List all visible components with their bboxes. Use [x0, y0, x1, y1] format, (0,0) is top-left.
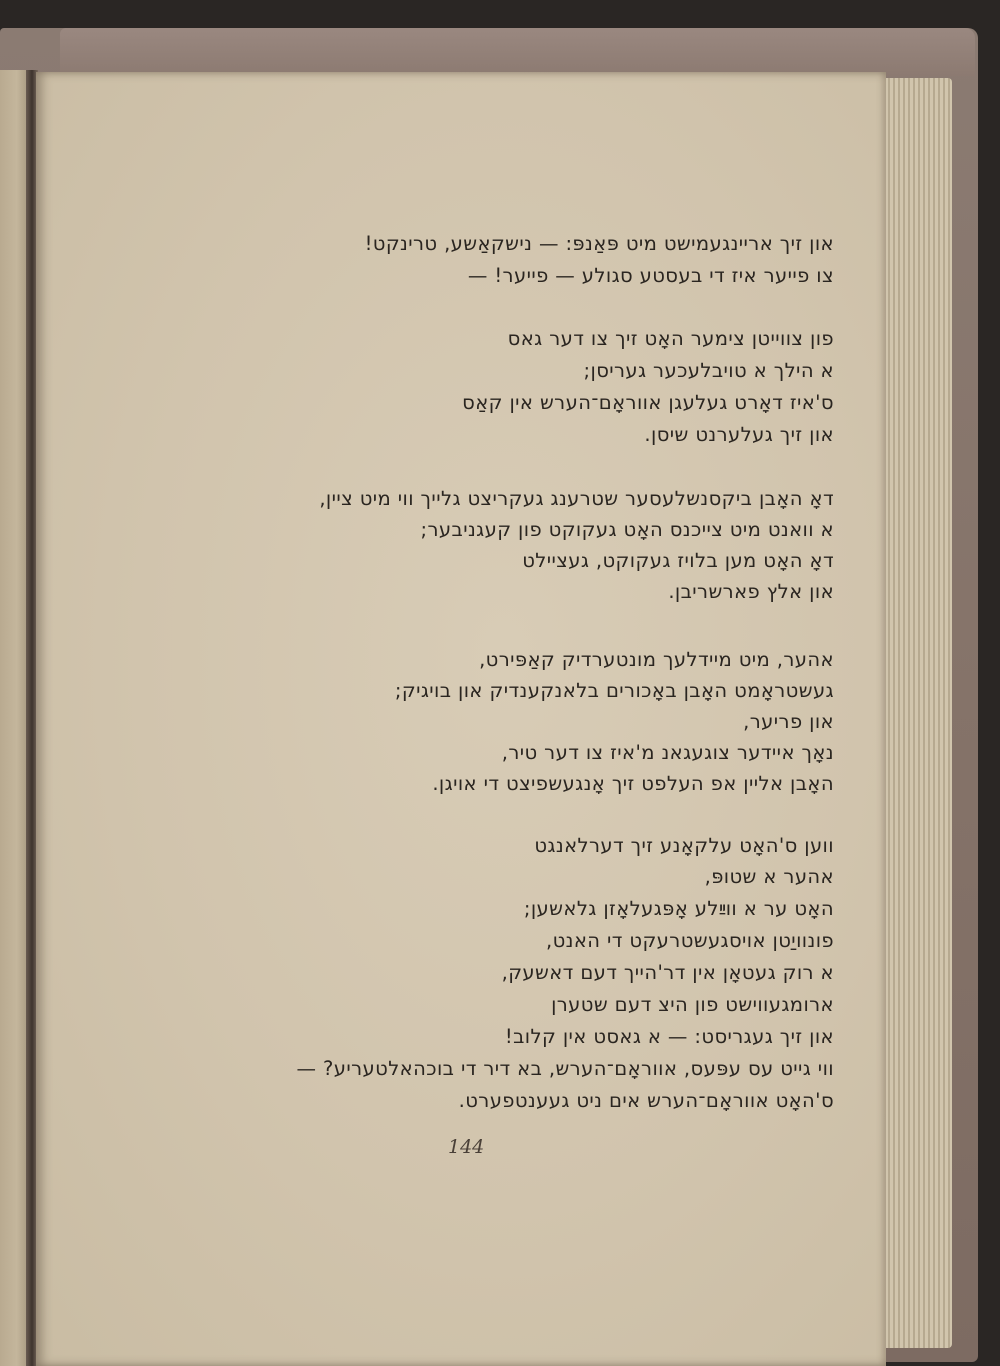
poem-line: און פריער,: [743, 710, 834, 733]
poem-line: ווען ס'האָט עלקאָנע זיך דערלאנגט: [534, 834, 834, 857]
poem-line: פונוויַטן אויסגעשטרעקט די האנט,: [545, 929, 834, 952]
poem-line: אהער א שטופּ,: [704, 865, 834, 888]
poem-line: דאָ האָבן ביקסנשלעסער שטרענג געקריצט גלייך ווי מיט ציין,: [319, 487, 834, 510]
poem-line: נאָך איידער צוגעגאנ מ'איז צו דער טיר,: [501, 741, 834, 764]
book-page: [36, 72, 886, 1366]
poem-line: א הילך א טויבלעכער געריסן;: [583, 359, 834, 382]
poem-line: און זיך אריינגעמישט מיט פּאַנפּ: — נישקאַשע, טרינקט!: [364, 232, 834, 255]
poem-line: א רוק געטאָן אין דר'הייך דעם דאשעק,: [501, 961, 834, 984]
poem-line: ארומגעווישט פון היצ דעם שטערן: [551, 993, 834, 1016]
cover-top-edge: [60, 28, 975, 76]
page-number: 144: [448, 1136, 485, 1158]
poem-line: האָבן אליין אפ העלפט זיך אָנגעשפיצט די אויגן.: [432, 772, 834, 795]
page-edges: [880, 78, 952, 1348]
poem-line: ס'איז דאָרט געלעגן אווראָם־הערש אין קאַס: [462, 391, 834, 414]
poem-line: דאָ האָט מען בלויז געקוקט, געציילט: [522, 549, 834, 572]
poem-line: פון צווייטן צימער האָט זיך צו דער גאס: [507, 327, 834, 350]
poem-line: ווי גייט עס עפּעס, אווראָם־הערש, בא דיר די בוכהאלטעריע? —: [296, 1057, 834, 1080]
poem-line: געשטראָמט האָבן באָכורים בלאנקענדיק און בויגיק;: [394, 679, 834, 702]
poem-line: אהער, מיט מיידלעך מונטערדיק קאַפּירט,: [479, 648, 834, 671]
poem-line: ס'האָט אווראָם־הערש אים ניט געענטפערט.: [458, 1089, 834, 1112]
poem-line: און זיך געלערנט שיסן.: [644, 423, 834, 446]
previous-page-edge: [0, 70, 28, 1366]
poem-line: און זיך געגריסט: — א גאסט אין קלוב!: [504, 1025, 834, 1048]
poem-line: האָט ער א ווײַלע אָפּגעלאָזן גלאשען;: [523, 897, 834, 920]
poem-line: א וואנט מיט צייכנס האָט געקוקט פון קעגניבער;: [420, 518, 834, 541]
poem-line: און אלץ פארשריבן.: [668, 580, 834, 603]
poem-line: צו פייער איז די בעסטע סגולע — פייער! —: [467, 264, 834, 287]
